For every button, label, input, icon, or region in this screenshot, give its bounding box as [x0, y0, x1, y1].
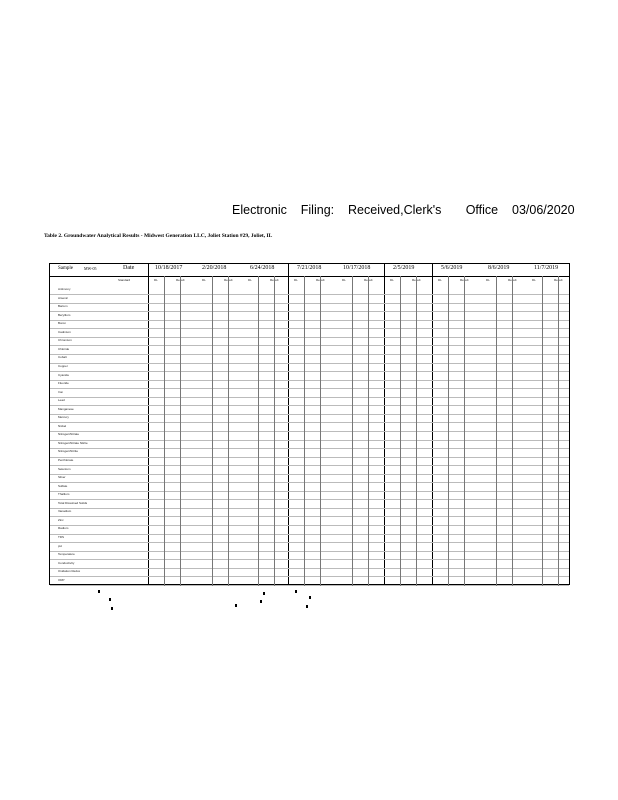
sub-header-result: Result [460, 277, 469, 282]
row-label: Cadmium [58, 329, 71, 334]
column-separator [320, 276, 321, 586]
column-separator [164, 276, 165, 586]
column-separator [542, 276, 543, 586]
row-label: Nickel [58, 423, 67, 428]
sub-header-result: Result [316, 277, 325, 282]
column-separator [400, 276, 401, 586]
row-label: Perchlorate [58, 458, 74, 462]
row-label: Cyanide [58, 372, 70, 377]
row-label: Arsenic [58, 295, 69, 300]
scan-mark [98, 590, 100, 593]
sub-header-dl: DL [438, 277, 442, 282]
row-label: Nitrogen/Nitrate Nitrite [58, 440, 88, 445]
sub-header-result: Result [270, 277, 279, 282]
date-7: 5/6/2019 [441, 265, 463, 271]
date-2: 2/20/2018 [202, 265, 227, 271]
column-separator [180, 276, 181, 586]
date-9: 11/7/2019 [534, 265, 559, 271]
row-label: Manganese [58, 406, 74, 411]
scan-mark [260, 600, 262, 603]
row-label: Conductivity [58, 560, 75, 565]
row-label: pH [58, 543, 62, 548]
row-label: Mercury [58, 415, 69, 420]
row-label: Total Dissolved Solids [58, 500, 88, 505]
scan-mark [263, 592, 265, 595]
column-separator [464, 276, 465, 586]
analytical-results-table [49, 263, 570, 585]
row-label: Nitrogen/Nitrite [58, 449, 79, 454]
date-6: 2/5/2019 [393, 265, 415, 271]
sub-header-dl: DL [248, 277, 252, 282]
row-label: Oxidation Redox [58, 569, 81, 574]
row-label: Cobalt [58, 355, 67, 360]
date-4: 7/21/2018 [297, 265, 322, 271]
row-label: Fluoride [58, 381, 69, 386]
filing-stamp: Electronic Filing: Received,Clerk's Office 03/06/2020 [232, 203, 575, 217]
row-label: Chloride [58, 346, 70, 351]
date-8: 8/6/2019 [488, 265, 510, 271]
row-label: Sulfate [58, 483, 68, 488]
row-label: Zinc [58, 517, 64, 522]
column-separator [368, 276, 369, 586]
sub-header-dl: DL [154, 277, 158, 282]
column-separator [274, 276, 275, 586]
row-label: Antimony [58, 287, 71, 291]
scan-mark [109, 598, 111, 601]
row-label: Beryllium [58, 312, 71, 317]
table-row [50, 577, 569, 586]
column-separator [304, 276, 305, 586]
scan-marks [95, 588, 335, 612]
row-label: Copper [58, 363, 68, 368]
sub-header-dl: DL [294, 277, 298, 282]
sub-header-dl: DL [486, 277, 490, 282]
well-id: MW-05 [84, 266, 97, 271]
row-label: Chromium [58, 338, 72, 343]
row-label: Vanadium [58, 509, 72, 514]
row-label: Radium [58, 526, 69, 531]
row-label: Lead [58, 398, 65, 403]
column-separator [496, 276, 497, 586]
sub-header-result: Result [364, 277, 373, 282]
sub-header-result: Result [412, 277, 421, 282]
sub-header-dl: DL [342, 277, 346, 282]
row-label: Selenium [58, 466, 71, 471]
row-label: Silver [58, 475, 66, 480]
row-label: TDS [58, 534, 64, 539]
column-separator [512, 276, 513, 586]
date-5: 10/17/2018 [343, 265, 371, 271]
sub-header-result: Result [176, 277, 185, 282]
scan-mark [235, 604, 237, 607]
sample-label: Sample [58, 266, 73, 271]
row-label: Nitrogen/Nitrate [58, 432, 80, 437]
row-label: Boron [58, 321, 67, 326]
sub-header-result: Result [224, 277, 233, 282]
sub-header-dl: DL [532, 277, 536, 282]
standard-label: Standard [118, 277, 131, 282]
scan-mark [306, 605, 308, 608]
column-separator [228, 276, 229, 586]
column-separator [416, 276, 417, 586]
sub-header-result: Result [554, 277, 563, 282]
date-3: 6/24/2018 [250, 265, 275, 271]
sub-header-result: Result [508, 277, 517, 282]
row-label: Iron [58, 389, 64, 394]
scan-mark [111, 607, 113, 610]
row-label: ORP [58, 577, 65, 582]
column-separator [352, 276, 353, 586]
scan-mark [309, 596, 311, 599]
sub-header-row [50, 276, 569, 285]
table-caption: Table 2. Groundwater Analytical Results - Midwest Generation LLC, Joliet Station #29, Joliet, IL [44, 233, 273, 239]
row-label: Barium [58, 304, 68, 309]
column-separator [448, 276, 449, 586]
column-separator [558, 276, 559, 586]
sub-header-dl: DL [202, 277, 206, 282]
scan-mark [295, 590, 297, 593]
sub-header-dl: DL [390, 277, 394, 282]
row-label: Temperature [58, 552, 75, 557]
date-label: Date [123, 265, 135, 271]
column-separator [212, 276, 213, 586]
column-separator [258, 276, 259, 586]
date-1: 10/18/2017 [155, 265, 183, 271]
row-label: Thallium [58, 492, 70, 497]
